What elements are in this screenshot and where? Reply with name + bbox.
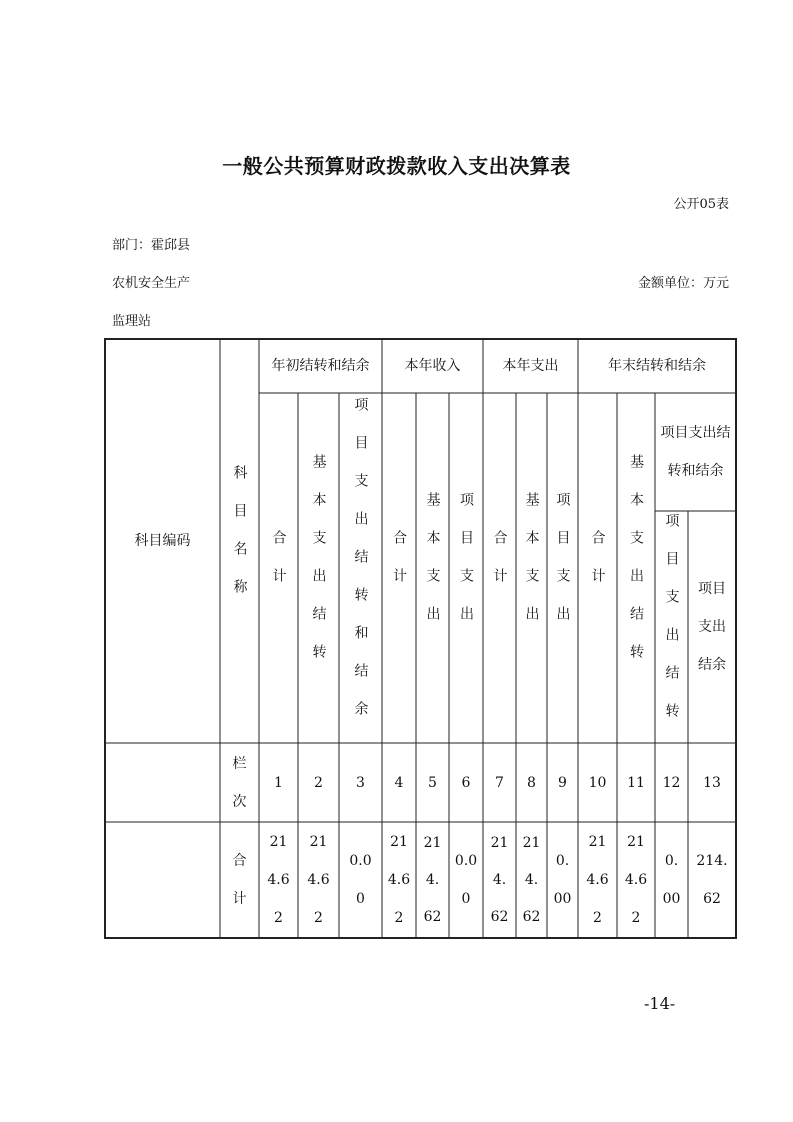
total-value: 214.62 <box>490 834 509 925</box>
col-number: 3 <box>356 774 365 791</box>
col-number: 8 <box>527 774 536 791</box>
col-header-5: 基本支出 <box>424 492 441 644</box>
department-line-2: 农机安全生产 <box>112 276 191 291</box>
total-value: 214.62 <box>522 834 541 925</box>
col-header-6: 项目支出 <box>458 492 474 644</box>
total-value: 214.62 <box>423 834 442 925</box>
col-header-3: 项目支出结转和结余 <box>352 397 369 739</box>
form-number: 公开05表 <box>673 197 729 212</box>
department-label: 部门：霍邱县 <box>112 238 191 253</box>
group-current-expense: 本年支出 <box>502 358 559 374</box>
col-header-8: 基本支出 <box>523 492 540 644</box>
col-number: 10 <box>588 774 607 791</box>
col-header-12: 项目支出结转 <box>663 513 680 741</box>
amount-unit: 金额单位：万元 <box>637 276 729 291</box>
header-code: 科目编码 <box>134 533 191 549</box>
total-value: 214.62 <box>624 834 648 926</box>
col-number: 1 <box>274 774 283 791</box>
col-number: 13 <box>703 774 721 791</box>
col-number: 5 <box>428 774 437 791</box>
col-header-13: 项目支出结余 <box>698 581 726 673</box>
col-number: 2 <box>314 774 323 791</box>
group-opening-balance: 年初结转和结余 <box>271 358 370 374</box>
total-value: 214.62 <box>267 834 290 926</box>
col-number: 12 <box>662 774 681 791</box>
sub-project-header: 项目支出结转和结余 <box>660 425 731 479</box>
total-value: 0.00 <box>349 853 372 907</box>
col-number: 7 <box>495 774 504 791</box>
total-label: 合计 <box>232 853 247 907</box>
column-index-label: 栏次 <box>232 755 247 810</box>
col-header-2: 基本支出结转 <box>310 454 327 682</box>
total-value: 214.62 <box>586 834 609 926</box>
total-value: 214.62 <box>696 853 728 907</box>
total-value: 0.00 <box>454 853 478 907</box>
col-number: 11 <box>627 774 645 791</box>
total-value: 0.00 <box>553 853 572 907</box>
col-header-10: 合计 <box>589 530 606 606</box>
col-number: 9 <box>558 774 567 791</box>
col-number: 6 <box>461 774 471 791</box>
col-header-11: 基本支出结转 <box>628 454 644 682</box>
group-closing-balance: 年末结转和结余 <box>608 358 706 374</box>
page-title: 一般公共预算财政拨款收入支出决算表 <box>222 154 571 178</box>
col-header-7: 合计 <box>491 530 508 606</box>
total-value: 0.00 <box>662 853 681 907</box>
total-value: 214.62 <box>387 834 411 926</box>
col-header-1: 合计 <box>270 530 287 606</box>
total-value: 214.62 <box>307 834 330 926</box>
group-current-income: 本年收入 <box>404 358 461 374</box>
department-line-3: 监理站 <box>112 314 152 329</box>
header-name: 科目名称 <box>231 465 248 617</box>
col-header-9: 项目支出 <box>554 492 571 644</box>
col-header-4: 合计 <box>391 530 407 606</box>
page-number: -14- <box>644 994 676 1013</box>
col-number: 4 <box>394 774 404 791</box>
